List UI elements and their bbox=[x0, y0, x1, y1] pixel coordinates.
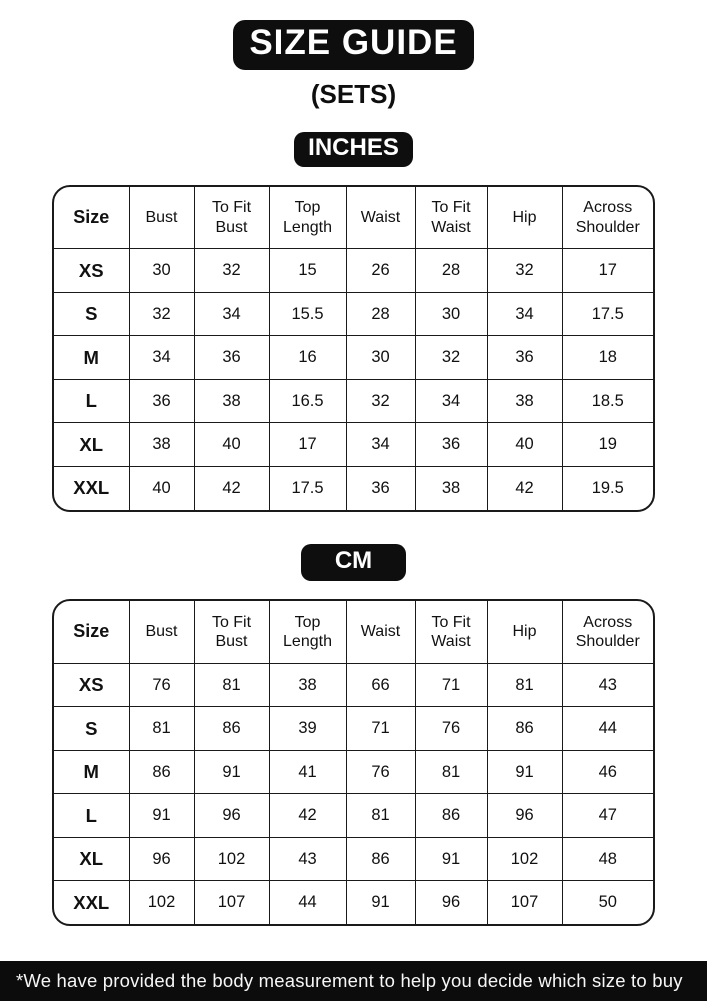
column-header: Across Shoulder bbox=[562, 601, 653, 663]
measurement-cell: 40 bbox=[487, 423, 562, 467]
inches-table-body bbox=[54, 249, 653, 510]
measurement-cell: 71 bbox=[346, 707, 415, 751]
header-row bbox=[54, 601, 653, 663]
table-row bbox=[54, 881, 653, 925]
measurement-cell: 32 bbox=[487, 249, 562, 293]
column-header: Waist bbox=[346, 187, 415, 249]
measurement-cell: 42 bbox=[487, 466, 562, 510]
table-row bbox=[54, 423, 653, 467]
measurement-cell: 18 bbox=[562, 336, 653, 380]
measurement-cell: 34 bbox=[346, 423, 415, 467]
measurement-cell: 48 bbox=[562, 837, 653, 881]
measurement-cell: 96 bbox=[129, 837, 194, 881]
measurement-cell: 34 bbox=[129, 336, 194, 380]
size-label-cell: L bbox=[54, 379, 129, 423]
measurement-cell: 81 bbox=[194, 663, 269, 707]
table-row bbox=[54, 837, 653, 881]
measurement-cell: 38 bbox=[269, 663, 346, 707]
measurement-cell: 30 bbox=[129, 249, 194, 293]
table-row bbox=[54, 379, 653, 423]
measurement-cell: 15.5 bbox=[269, 292, 346, 336]
column-header: Hip bbox=[487, 187, 562, 249]
measurement-cell: 96 bbox=[194, 794, 269, 838]
size-label-cell: XXL bbox=[54, 466, 129, 510]
measurement-cell: 36 bbox=[129, 379, 194, 423]
measurement-cell: 81 bbox=[415, 750, 487, 794]
measurement-cell: 16.5 bbox=[269, 379, 346, 423]
table-row bbox=[54, 707, 653, 751]
column-header: To Fit Waist bbox=[415, 601, 487, 663]
measurement-cell: 81 bbox=[487, 663, 562, 707]
measurement-cell: 40 bbox=[194, 423, 269, 467]
measurement-cell: 91 bbox=[129, 794, 194, 838]
column-header: To Fit Bust bbox=[194, 601, 269, 663]
measurement-cell: 19.5 bbox=[591, 478, 624, 497]
measurement-cell: 36 bbox=[415, 423, 487, 467]
size-label-cell: XXL bbox=[54, 881, 129, 925]
measurement-cell: 81 bbox=[129, 707, 194, 751]
table-row bbox=[54, 794, 653, 838]
measurement-cell: 107 bbox=[194, 881, 269, 925]
column-header: Bust bbox=[129, 187, 194, 249]
inches-size-table bbox=[54, 187, 653, 510]
measurement-cell: 91 bbox=[487, 750, 562, 794]
measurement-cell: 43 bbox=[562, 663, 653, 707]
column-header: Top Length bbox=[269, 187, 346, 249]
measurement-cell: 44 bbox=[562, 707, 653, 751]
size-label-cell: XS bbox=[54, 663, 129, 707]
table-row bbox=[54, 750, 653, 794]
page-subtitle: (SETS) bbox=[310, 78, 397, 109]
measurement-cell: 102 bbox=[194, 837, 269, 881]
measurement-cell: 96 bbox=[415, 881, 487, 925]
measurement-cell: 38 bbox=[194, 379, 269, 423]
measurement-cell: 40 bbox=[129, 466, 194, 510]
measurement-cell: 42 bbox=[194, 466, 269, 510]
column-header: To Fit Waist bbox=[415, 187, 487, 249]
cm-unit-label: CM bbox=[334, 546, 373, 574]
measurement-cell: 76 bbox=[129, 663, 194, 707]
measurement-cell: 34 bbox=[194, 292, 269, 336]
measurement-cell: 19 bbox=[562, 423, 653, 467]
measurement-cell: 43 bbox=[269, 837, 346, 881]
column-header: To Fit Bust bbox=[194, 187, 269, 249]
size-guide-title-badge bbox=[233, 20, 473, 70]
inches-table-section bbox=[0, 110, 707, 512]
size-label-cell: M bbox=[54, 750, 129, 794]
column-header-size: Size bbox=[54, 601, 129, 663]
measurement-cell: 28 bbox=[415, 249, 487, 293]
cm-table-section bbox=[0, 512, 707, 926]
measurement-cell: 38 bbox=[487, 379, 562, 423]
size-label-cell: S bbox=[54, 707, 129, 751]
measurement-cell: 66 bbox=[346, 663, 415, 707]
cm-table-frame bbox=[52, 599, 655, 926]
header-row bbox=[54, 187, 653, 249]
table-row bbox=[54, 663, 653, 707]
column-header: Waist bbox=[346, 601, 415, 663]
page-title: SIZE GUIDE bbox=[249, 23, 458, 62]
measurement-cell: 76 bbox=[346, 750, 415, 794]
measurement-cell: 34 bbox=[487, 292, 562, 336]
column-header-size: Size bbox=[54, 187, 129, 249]
measurement-cell: 32 bbox=[129, 292, 194, 336]
measurement-cell: 17 bbox=[562, 249, 653, 293]
size-label-cell: S bbox=[54, 292, 129, 336]
footnote-text: *We have provided the body measurement to help you decide which size to buy bbox=[16, 970, 683, 991]
measurement-cell: 91 bbox=[194, 750, 269, 794]
cm-unit-badge bbox=[301, 544, 406, 581]
inches-table-frame bbox=[52, 185, 655, 512]
size-label-cell: XL bbox=[54, 837, 129, 881]
measurement-cell: 38 bbox=[415, 466, 487, 510]
inches-unit-label: INCHES bbox=[308, 133, 399, 161]
measurement-cell: 36 bbox=[346, 466, 415, 510]
measurement-cell: 34 bbox=[415, 379, 487, 423]
measurement-cell: 46 bbox=[562, 750, 653, 794]
footnote-bar bbox=[0, 961, 707, 1001]
measurement-cell: 17.5 bbox=[562, 292, 653, 336]
measurement-cell: 86 bbox=[129, 750, 194, 794]
measurement-cell: 91 bbox=[346, 881, 415, 925]
measurement-cell: 38 bbox=[129, 423, 194, 467]
measurement-cell: 102 bbox=[487, 837, 562, 881]
size-label-cell: L bbox=[54, 794, 129, 838]
measurement-cell: 32 bbox=[346, 379, 415, 423]
measurement-cell: 36 bbox=[487, 336, 562, 380]
column-header: Bust bbox=[129, 601, 194, 663]
size-label-cell: XS bbox=[54, 249, 129, 293]
measurement-cell: 42 bbox=[269, 794, 346, 838]
column-header: Top Length bbox=[269, 601, 346, 663]
table-row bbox=[54, 249, 653, 293]
measurement-cell: 86 bbox=[415, 794, 487, 838]
measurement-cell: 107 bbox=[487, 881, 562, 925]
measurement-cell: 41 bbox=[269, 750, 346, 794]
inches-table-header bbox=[54, 187, 653, 249]
measurement-cell: 30 bbox=[346, 336, 415, 380]
column-header: Hip bbox=[487, 601, 562, 663]
measurement-cell: 26 bbox=[346, 249, 415, 293]
table-row bbox=[54, 292, 653, 336]
measurement-cell: 16 bbox=[269, 336, 346, 380]
inches-unit-badge bbox=[294, 132, 413, 167]
measurement-cell: 86 bbox=[487, 707, 562, 751]
column-header: Across Shoulder bbox=[562, 187, 653, 249]
measurement-cell: 28 bbox=[346, 292, 415, 336]
measurement-cell: 32 bbox=[415, 336, 487, 380]
measurement-cell: 86 bbox=[194, 707, 269, 751]
measurement-cell: 71 bbox=[415, 663, 487, 707]
measurement-cell: 50 bbox=[598, 893, 617, 912]
size-label-cell: XL bbox=[54, 423, 129, 467]
size-label-cell: M bbox=[54, 336, 129, 380]
measurement-cell: 76 bbox=[415, 707, 487, 751]
measurement-cell: 32 bbox=[194, 249, 269, 293]
page-header bbox=[0, 0, 707, 110]
cm-table-body bbox=[54, 663, 653, 924]
measurement-cell: 96 bbox=[487, 794, 562, 838]
measurement-cell: 81 bbox=[346, 794, 415, 838]
measurement-cell: 15 bbox=[269, 249, 346, 293]
measurement-cell: 39 bbox=[269, 707, 346, 751]
measurement-cell: 30 bbox=[415, 292, 487, 336]
measurement-cell: 36 bbox=[194, 336, 269, 380]
cm-size-table bbox=[54, 601, 653, 924]
cm-table-header bbox=[54, 601, 653, 663]
measurement-cell: 91 bbox=[415, 837, 487, 881]
measurement-cell: 47 bbox=[562, 794, 653, 838]
measurement-cell: 44 bbox=[269, 881, 346, 925]
measurement-cell: 102 bbox=[129, 881, 194, 925]
measurement-cell: 86 bbox=[346, 837, 415, 881]
table-row bbox=[54, 466, 653, 510]
measurement-cell: 17 bbox=[269, 423, 346, 467]
table-row bbox=[54, 336, 653, 380]
measurement-cell: 17.5 bbox=[269, 466, 346, 510]
measurement-cell: 18.5 bbox=[562, 379, 653, 423]
